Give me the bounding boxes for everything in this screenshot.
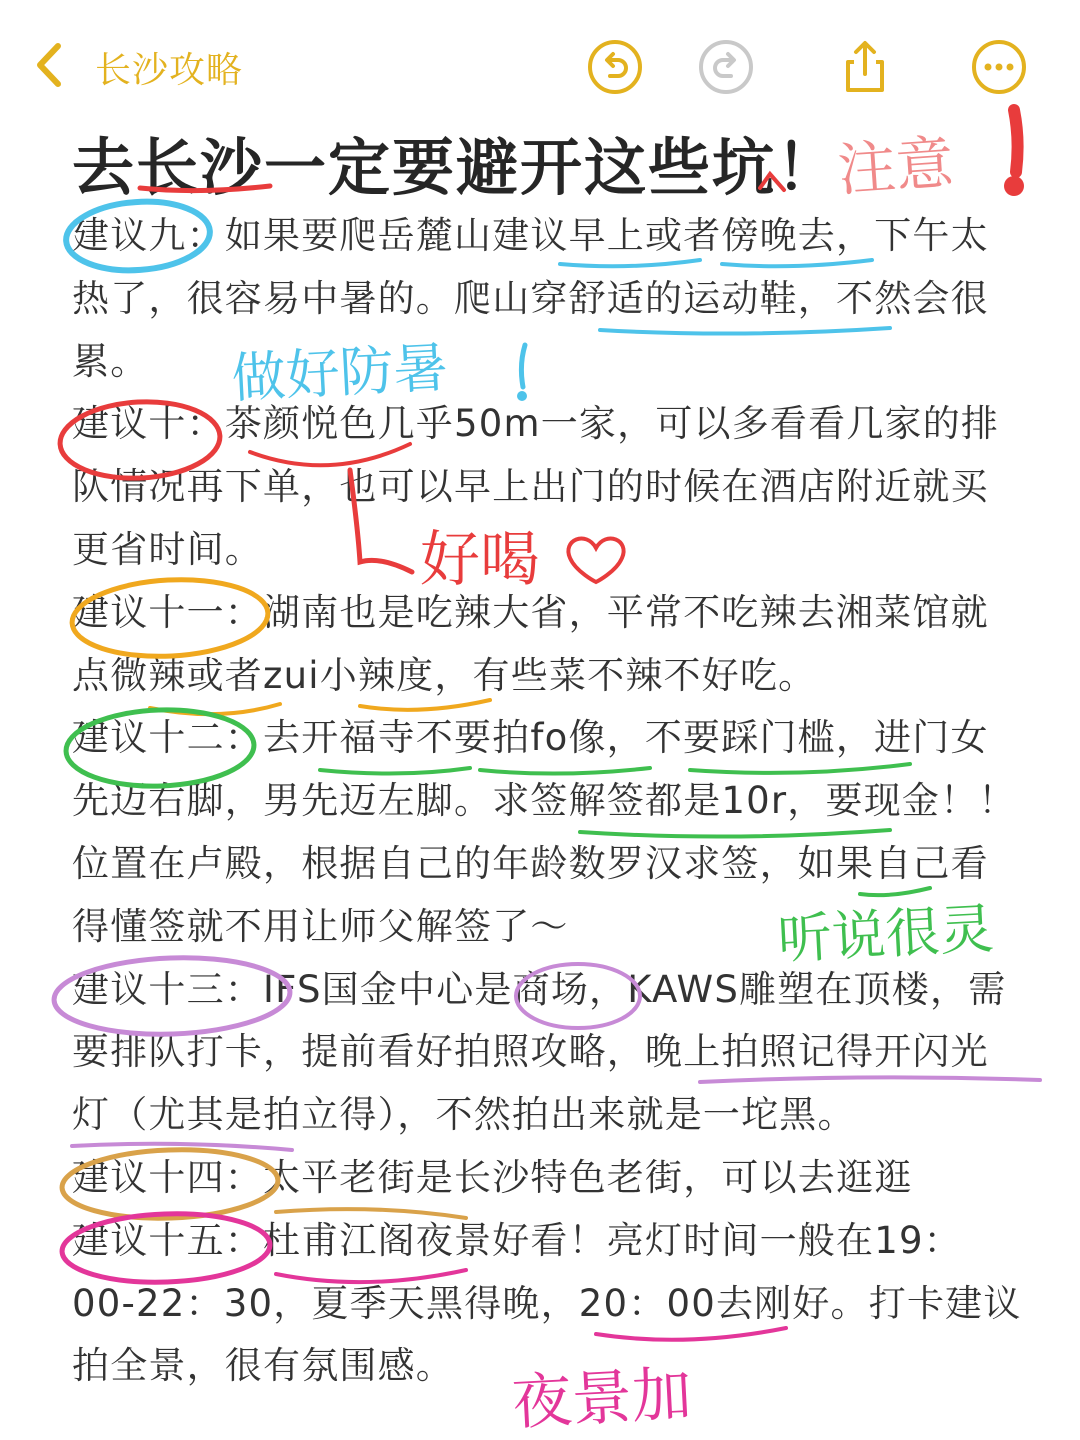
note-attention: 注意 (835, 128, 956, 205)
tip-14 (72, 1147, 1022, 1210)
tip-label: 建议十五： (72, 1218, 263, 1262)
tip-9 (72, 205, 1022, 393)
tip-text: 湖南也是吃辣大省，平常不吃辣去湘菜馆就点微辣或者zui小辣度，有些菜不辣不好吃。 (72, 590, 989, 697)
note-tasty: 好喝 (420, 525, 540, 595)
more-icon[interactable] (970, 38, 1028, 96)
nav-title[interactable]: 长沙攻略 (95, 50, 244, 91)
tip-text: 去开福寺不要拍fo像，不要踩门槛，进门女先迈右脚，男先迈左脚。求签解签都是10r，要现金！！位置在卢殿，根据自己的年龄数罗汉求签，如果自己看得懂签就不用让师父解签了～ (72, 716, 1017, 948)
document-title[interactable]: 去长沙一定要避开这些坑！ (72, 131, 841, 204)
tip-label: 建议十三： (72, 967, 263, 1011)
share-icon[interactable] (836, 38, 894, 96)
chevron-left-icon[interactable] (28, 40, 78, 90)
tip-label: 建议十二： (72, 716, 263, 760)
tip-text: 太平老街是长沙特色老街，可以去逛逛 (263, 1155, 913, 1199)
tip-text: 茶颜悦色几乎50m一家，可以多看看几家的排队情况再下单，也可以早上出门的时候在酒店附近就买更省时间。 (72, 402, 1000, 571)
tip-label: 建议十一： (72, 590, 263, 634)
tip-11 (72, 582, 1022, 708)
redo-icon[interactable] (697, 38, 755, 96)
tip-label: 建议十： (72, 402, 225, 446)
undo-icon[interactable] (586, 38, 644, 96)
tip-label: 建议九： (72, 214, 225, 257)
tip-text: IFS国金中心是商场，KAWS雕塑在顶楼，需要排队打卡，提前看好拍照攻略，晚上拍照记得开闪光灯（尤其是拍立得），不然拍出来就是一坨黑。 (72, 967, 1007, 1137)
tip-15 (72, 1210, 1022, 1398)
tip-text: 如果要爬岳麓山建议早上或者傍晚去，下午太热了，很容易中暑的。爬山穿舒适的运动鞋，不然会很累。 (72, 214, 989, 383)
note-night: 夜景加 (510, 1359, 694, 1439)
tip-12 (72, 707, 1022, 958)
tip-10 (72, 393, 1022, 581)
note-heatstroke: 做好防暑 (230, 335, 450, 411)
tip-label: 建议十四： (72, 1155, 263, 1199)
tip-13 (72, 959, 1022, 1147)
note-efficacious: 听说很灵 (776, 897, 996, 972)
navigation-bar (0, 0, 1080, 130)
note-body[interactable] (72, 205, 1022, 1398)
tip-text: 杜甫江阁夜景好看！亮灯时间一般在19：00-22：30，夏季天黑得晚，20：00去刚好。打卡建议拍全景，很有氛围感。 (72, 1218, 1022, 1388)
